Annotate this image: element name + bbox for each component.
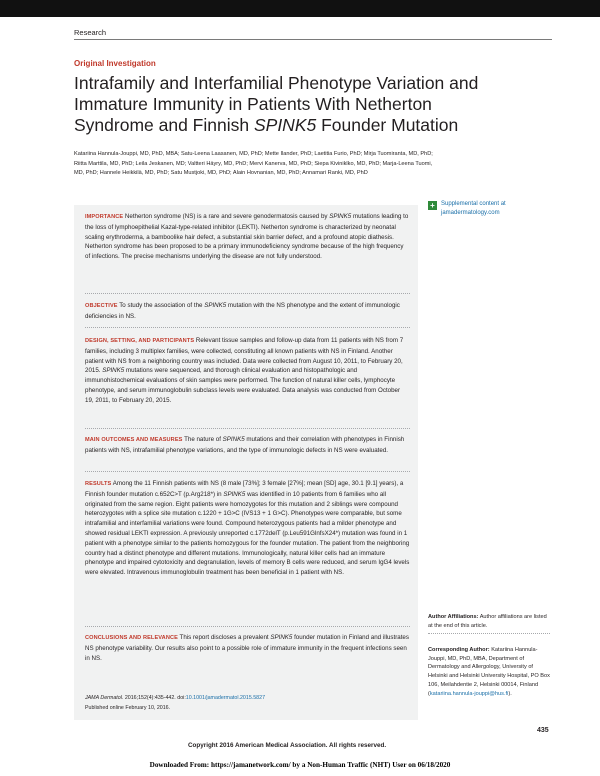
corresponding-email-link[interactable]: katariina.hannula-jouppi@hus.fi bbox=[429, 690, 509, 697]
corresponding-author: Corresponding Author: Katariina Hannula-Jouppi, MD, PhD, MBA, Department of Dermatology and Allergology, University of Helsinki and Helsinki University Hospital, PO Box 106, Meilahdentie 2, Helsinki 00014, Finland (katariina.hannula-jouppi@hus.fi). bbox=[428, 647, 550, 697]
abstract-divider bbox=[85, 293, 410, 294]
abstract-design: DESIGN, SETTING, AND PARTICIPANTS Relevant tissue samples and follow-up data from 11 patients with NS from 7 families, including 3 multiplex families, were collected, constituting all known patients with NS in Finland. Another patient with NS from a neighboring country was included. Data were collected from August 10, 2011, to February 20, 2015. SPINK5 mutations were sequenced, and thorough clinical evaluation and histopathologic and immunohistochemical evaluations of skin samples were performed. The function of natural killer cells, lymphocyte phenotype, and serum immunoglobulin subclass levels were evaluated. Data analysis was conducted from October 19, 2011, to February 20, 2015. bbox=[85, 337, 404, 404]
corresponding-label: Corresponding Author: bbox=[428, 647, 490, 653]
objective-heading: OBJECTIVE bbox=[85, 303, 118, 309]
outcomes-heading: MAIN OUTCOMES AND MEASURES bbox=[85, 437, 183, 443]
abstract-conclusions: CONCLUSIONS AND RELEVANCE This report discloses a prevalent SPINK5 founder mutation in Finland and illustrates NS phenotype variability. Our results also point to a possible role of immature immunity in the frequent infections seen in NS. bbox=[85, 634, 409, 662]
abstract-objective: OBJECTIVE To study the association of the SPINK5 mutation with the NS phenotype and the extent of immunologic deficiencies in NS. bbox=[85, 302, 400, 320]
sidebar-divider bbox=[428, 633, 550, 634]
copyright-notice: Copyright 2016 American Medical Association. All rights reserved. bbox=[188, 742, 387, 749]
author-list: Katariina Hannula-Jouppi, MD, PhD, MBA; Satu-Leena Laasanen, MD, PhD; Mette Ilander, PhD; Laetitia Furio, PhD; Mirja Tuomiranta, MD, PhD; Riitta Marttila, MD, PhD; Leila Jeskanen, MD; Valtteri Häyry, MD, PhD; Mervi Kanerva, MD, PhD; Siepa Kiviniklko, MD, PhD; Marja-Leena Tuomi, MD, PhD; Hannele Heikkilä, MD, PhD; Satu Mustjoki, MD, PhD; Alain Hovnanian, MD, PhD; Annamari Ranki, MD, PhD bbox=[74, 151, 433, 177]
conclusions-heading: CONCLUSIONS AND RELEVANCE bbox=[85, 635, 178, 641]
abstract-results: RESULTS Among the 11 Finnish patients with NS (8 male [73%]; 3 female [27%]; mean [SD] age, 30.1 [9.1] years), a Finnish founder mutation c.652C>T (p.Arg218*) in SPINK5 was identified in 10 patients from 6 families who all originated from the same region. Eight patients were homozygotes for this mutation and 2 siblings were compound heterozygotes with a splice site mutation c.1220 + 1G>C (IVS13 + 1 G>C). Phenotypes were comparable, but some intrafamilial and interfamilial variations were found. Compound heterozygous patients had a milder phenotype and showed residual LEKTI expression. A previously unreported c.1772delT (p.Leu591GlnfsX24*) mutation was found in 1 patient with a phenotype similar to the patients homozygous for the founder mutation. The patient from the neighboring country had a distinct phenotype and different mutations. Immunologically, natural killer cells had an immature phenotype and impaired cytotoxicity and degranulation, levels of memory B cells were reduced, and serum IgG4 levels were elevated. Intravenous immunoglobulin treatment has been beneficial in 1 patient with NS. bbox=[85, 480, 410, 577]
results-heading: RESULTS bbox=[85, 481, 112, 487]
abstract-importance: IMPORTANCE Netherton syndrome (NS) is a rare and severe genodermatosis caused by SPINK5 mutations leading to the loss of lymphoepithelial Kazal-type-related inhibitor (LEKTI). Netherton syndrome is characterized by neonatal scaling erythroderma, a bamboolike hair defect, a substantial skin barrier defect, and a profound atopic diathesis. Netherton syndrome has been proposed to be a primary immunodeficiency syndrome because of the high frequency of infections. The precise mechanisms underlying the disease are not fully understood. bbox=[85, 213, 409, 261]
supplemental-text: Supplemental content at jamadermatology.com bbox=[441, 201, 506, 216]
abstract-outcomes: MAIN OUTCOMES AND MEASURES The nature of SPINK5 mutations and their correlation with phenotypes in Finnish patients with NS, intrafamilial phenotype variations, and the type of immunologic defects in NS were evaluated. bbox=[85, 436, 405, 454]
abstract-divider bbox=[85, 626, 410, 627]
section-label: Research bbox=[74, 28, 107, 37]
abstract-divider bbox=[85, 471, 410, 472]
abstract-divider bbox=[85, 327, 410, 328]
plus-icon: + bbox=[428, 201, 437, 210]
download-stamp: Downloaded From: https://jamanetwork.com/ by a Non-Human Traffic (NHT) User on 06/18/2020 bbox=[149, 761, 451, 769]
title-part-1: Intrafamily and Interfamilial Phenotype Variation and Immature Immunity in Patients With Netherton Syndrome and Finnish bbox=[74, 73, 479, 135]
journal-header-bar bbox=[0, 0, 600, 17]
citation-line: JAMA Dermatol. 2016;152(4):435-442. doi:10.1001/jamadermatol.2015.5827 bbox=[85, 695, 266, 701]
author-affiliations: Author Affiliations: Author affiliations are listed at the end of this article. bbox=[428, 614, 547, 629]
title-part-2: Founder Mutation bbox=[316, 115, 459, 135]
importance-heading: IMPORTANCE bbox=[85, 214, 124, 220]
doi-link[interactable]: 10.1001/jamadermatol.2015.5827 bbox=[185, 695, 266, 701]
article-title bbox=[74, 73, 514, 136]
abstract-box bbox=[74, 205, 418, 720]
published-date: Published online February 10, 2016. bbox=[85, 704, 171, 711]
design-heading: DESIGN, SETTING, AND PARTICIPANTS bbox=[85, 338, 195, 344]
article-type: Original Investigation bbox=[74, 59, 156, 68]
journal-name: JAMA Dermatol bbox=[85, 695, 122, 701]
title-gene: SPINK5 bbox=[253, 115, 317, 135]
affiliations-label: Author Affiliations: bbox=[428, 614, 479, 620]
abstract-divider bbox=[85, 428, 410, 429]
section-divider bbox=[74, 39, 552, 40]
citation-block bbox=[85, 694, 405, 714]
page-number: 435 bbox=[537, 727, 549, 734]
